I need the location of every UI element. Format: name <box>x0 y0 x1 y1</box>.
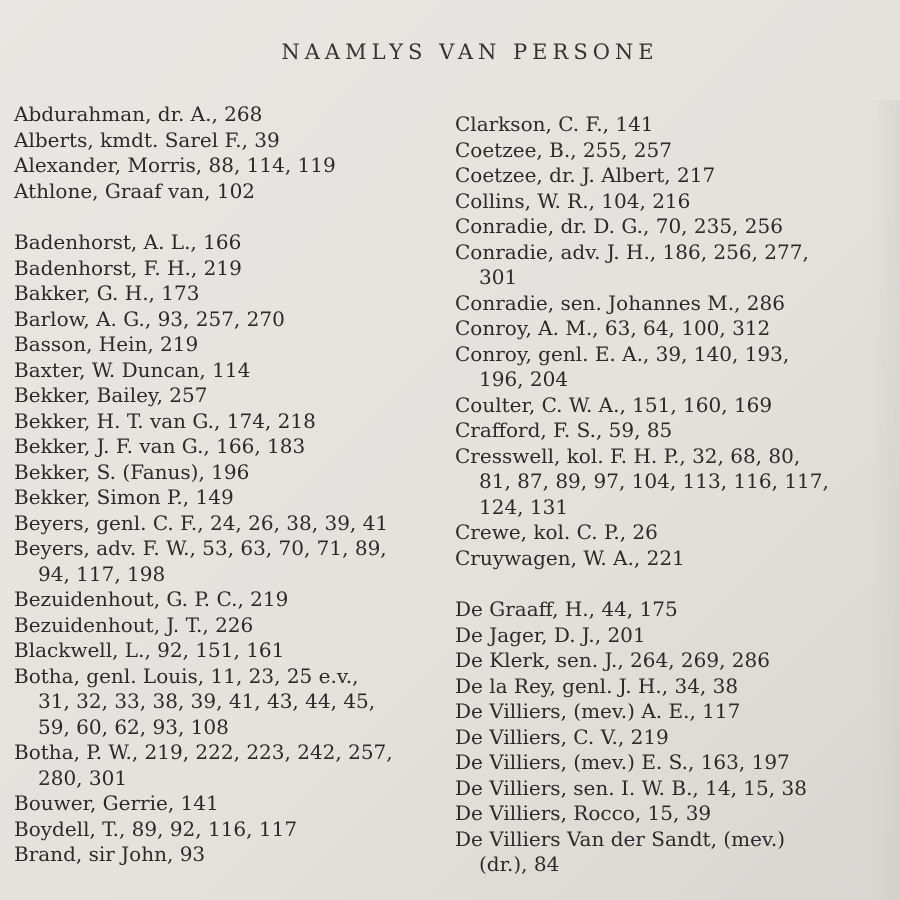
index-entry <box>14 102 434 128</box>
index-entry <box>14 613 434 639</box>
index-entry <box>14 842 434 868</box>
entry-text: Cresswell, kol. F. H. P., 32, 68, 80, <box>455 443 801 468</box>
index-entry <box>455 546 875 572</box>
index-entry <box>14 332 434 358</box>
index-entry <box>455 776 875 802</box>
entry-text: Baxter, W. Duncan, 114 <box>14 357 251 382</box>
index-entry <box>14 536 434 587</box>
entry-text: De Villiers, (mev.) E. S., 163, 197 <box>455 750 790 774</box>
index-entry <box>455 189 875 215</box>
index-entry <box>455 520 875 546</box>
index-entry <box>455 138 875 164</box>
index-entry <box>455 674 875 700</box>
index-entry <box>14 817 434 843</box>
index-entry <box>455 291 875 317</box>
index-entry <box>455 418 875 444</box>
section-gap <box>455 571 875 597</box>
entry-text: Crewe, kol. C. P., 26 <box>455 520 658 544</box>
index-entry <box>14 409 434 435</box>
entry-text: De la Rey, genl. J. H., 34, 38 <box>455 673 739 698</box>
index-entry <box>14 358 434 384</box>
entry-text: Conradie, dr. D. G., 70, 235, 256 <box>455 214 783 238</box>
entry-text: Collins, W. R., 104, 216 <box>455 188 691 213</box>
index-entry <box>14 153 434 179</box>
entry-text: Badenhorst, A. L., 166 <box>14 230 242 254</box>
entry-continuation: 31, 32, 33, 38, 39, 41, 43, 44, 45, <box>38 689 376 713</box>
index-entry <box>14 740 434 791</box>
index-entry <box>14 383 434 409</box>
index-entry <box>14 791 434 817</box>
index-entry <box>455 393 875 419</box>
entry-text: Botha, genl. Louis, 11, 23, 25 e.v., <box>14 663 359 688</box>
entry-text: Cruywagen, W. A., 221 <box>455 545 685 570</box>
index-entry <box>455 648 875 674</box>
entry-text: Bekker, J. F. van G., 166, 183 <box>14 434 306 458</box>
index-entry <box>14 587 434 613</box>
entry-text: Crafford, F. S., 59, 85 <box>455 418 673 442</box>
index-entry <box>455 316 875 342</box>
entry-text: Alexander, Morris, 88, 114, 119 <box>14 153 336 177</box>
entry-text: De Villiers, (mev.) A. E., 117 <box>455 699 741 723</box>
index-entry <box>455 444 875 521</box>
entry-text: Bekker, H. T. van G., 174, 218 <box>14 408 316 433</box>
entry-text: Blackwell, L., 92, 151, 161 <box>14 638 285 662</box>
entry-text: Clarkson, C. F., 141 <box>455 112 654 136</box>
index-entry <box>455 214 875 240</box>
entry-text: Brand, sir John, 93 <box>14 842 206 866</box>
entry-text: Boydell, T., 89, 92, 116, 117 <box>14 816 298 841</box>
entry-continuation: (dr.), 84 <box>479 852 560 876</box>
entry-text: Conroy, A. M., 63, 64, 100, 312 <box>455 316 771 340</box>
entry-text: De Villiers, C. V., 219 <box>455 724 669 749</box>
entry-text: Barlow, A. G., 93, 257, 270 <box>14 306 285 331</box>
index-entry <box>455 623 875 649</box>
index-entry <box>14 230 434 256</box>
entry-text: De Graaff, H., 44, 175 <box>455 597 678 621</box>
index-entry <box>455 827 875 878</box>
entry-text: Coulter, C. W. A., 151, 160, 169 <box>455 392 773 417</box>
index-entry <box>14 281 434 307</box>
entry-text: Badenhorst, F. H., 219 <box>14 255 242 280</box>
entry-text: Bouwer, Gerrie, 141 <box>14 791 219 815</box>
entry-continuation: 280, 301 <box>38 765 128 790</box>
index-entry <box>455 597 875 623</box>
entry-text: De Jager, D. J., 201 <box>455 622 646 647</box>
index-entry <box>455 801 875 827</box>
entry-continuation: 301 <box>479 265 518 289</box>
left-column <box>14 102 434 868</box>
entry-text: Beyers, adv. F. W., 53, 63, 70, 71, 89, <box>14 536 387 560</box>
index-entry <box>455 699 875 725</box>
entry-continuation: 196, 204 <box>479 367 569 391</box>
index-entry <box>14 128 434 154</box>
index-entry <box>14 460 434 486</box>
facing-page-bleed <box>870 100 900 900</box>
entry-text: Bekker, Simon P., 149 <box>14 485 234 509</box>
entry-text: De Klerk, sen. J., 264, 269, 286 <box>455 648 770 672</box>
entry-text: Beyers, genl. C. F., 24, 26, 38, 39, 41 <box>14 510 389 535</box>
index-entry <box>14 511 434 537</box>
index-entry <box>455 240 875 291</box>
entry-text: Athlone, Graaf van, 102 <box>14 178 256 203</box>
index-entry <box>455 112 875 138</box>
index-entry <box>455 725 875 751</box>
entry-text: Conroy, genl. E. A., 39, 140, 193, <box>455 341 790 366</box>
index-entry <box>14 256 434 282</box>
entry-text: Coetzee, dr. J. Albert, 217 <box>455 163 716 187</box>
page-title: NAAMLYS VAN PERSONE <box>281 40 659 64</box>
entry-continuation: 94, 117, 198 <box>38 561 166 586</box>
entry-text: Conradie, adv. J. H., 186, 256, 277, <box>455 239 809 264</box>
entry-text: Bekker, Bailey, 257 <box>14 383 208 407</box>
entry-continuation: 59, 60, 62, 93, 108 <box>38 714 229 739</box>
entry-text: Botha, P. W., 219, 222, 223, 242, 257, <box>14 740 393 764</box>
section-gap <box>14 204 434 230</box>
entry-continuation: 81, 87, 89, 97, 104, 113, 116, 117, <box>479 469 829 493</box>
index-entry <box>14 638 434 664</box>
index-entry <box>14 664 434 741</box>
entry-text: Bekker, S. (Fanus), 196 <box>14 459 250 484</box>
right-column <box>455 112 875 878</box>
index-entry <box>455 163 875 189</box>
index-entry <box>455 750 875 776</box>
entry-text: Bezuidenhout, G. P. C., 219 <box>14 587 289 611</box>
index-entry <box>14 434 434 460</box>
index-entry <box>14 485 434 511</box>
entry-text: Alberts, kmdt. Sarel F., 39 <box>14 127 280 152</box>
entry-text: Abdurahman, dr. A., 268 <box>14 102 263 126</box>
entry-text: Conradie, sen. Johannes M., 286 <box>455 290 785 315</box>
index-entry <box>14 179 434 205</box>
entry-text: Coetzee, B., 255, 257 <box>455 137 672 162</box>
entry-text: De Villiers, sen. I. W. B., 14, 15, 38 <box>455 775 807 800</box>
entry-text: De Villiers, Rocco, 15, 39 <box>455 801 712 825</box>
index-entry <box>14 307 434 333</box>
entry-continuation: 124, 131 <box>479 494 569 519</box>
index-entry <box>455 342 875 393</box>
entry-text: De Villiers Van der Sandt, (mev.) <box>455 826 785 851</box>
entry-text: Bezuidenhout, J. T., 226 <box>14 612 254 637</box>
entry-text: Bakker, G. H., 173 <box>14 281 200 305</box>
entry-text: Basson, Hein, 219 <box>14 332 199 356</box>
